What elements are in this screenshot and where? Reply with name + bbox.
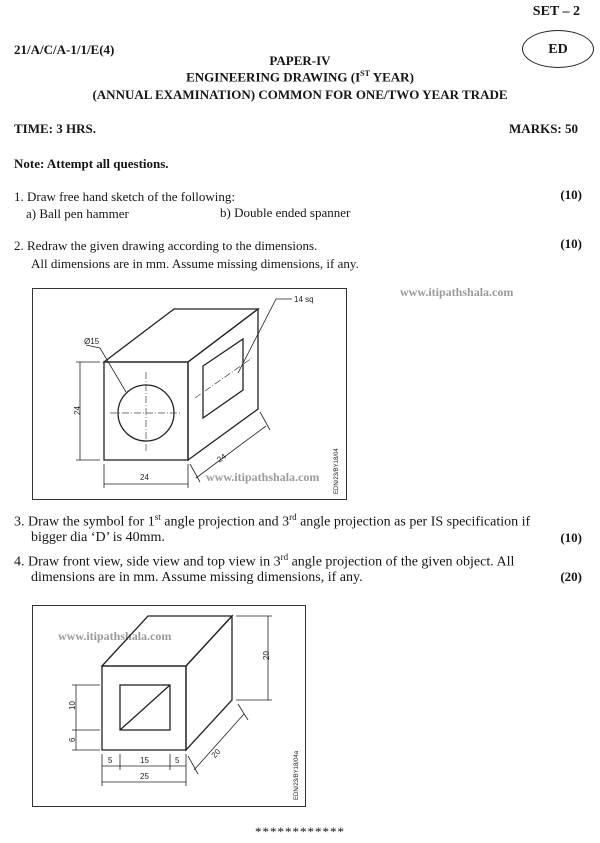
time-allowed: TIME: 3 HRS. [14,121,96,136]
end-stars: ************ [255,824,345,839]
paper-number: PAPER-IV [269,53,331,68]
q1-number: 1. [14,189,24,204]
q4-text-1: Draw front view, side view and top view in 3 [28,554,281,570]
q4-marks: (20) [560,569,582,584]
fig2-top-face [102,616,232,666]
subject-badge-text: ED [548,42,568,57]
paper-code: 21/A/C/A-1/1/E(4) [14,42,115,57]
fig2-right-face [186,616,232,750]
q1-text: Draw free hand sketch of the following: [27,189,235,204]
q1-option-b: b) Double ended spanner [220,205,351,220]
q4-line2: dimensions are in mm. Assume missing dimensions, if any. [31,570,363,585]
fig2-dim-5b: 5 [175,756,180,765]
q3-marks: (10) [560,530,582,545]
exam-title-sup: ST [360,69,370,78]
q3-number: 3. [14,514,25,530]
fig1-dim-depth: 24 [215,451,228,465]
q4-text-2: angle projection of the given object. All [288,554,515,570]
q1-option-a: a) Ball pen hammer [26,206,129,221]
q2-line2: All dimensions are in mm. Assume missing dimensions, if any. [31,256,359,271]
fig1-ref: EDN/23/BY18/04 [334,448,340,494]
set-number: SET – 2 [532,4,580,19]
fig2-dim-6: 6 [68,737,77,742]
q2-text: Redraw the given drawing according to the dimensions. [27,238,318,253]
q4-sup-1: rd [280,552,289,562]
exam-title-main: ENGINEERING DRAWING (I [186,69,361,85]
q3-text-3: angle projection as per IS specification if [296,514,531,530]
q2-marks: (10) [560,236,582,251]
fig1-dim-width: 24 [140,473,149,482]
watermark-1: www.itipathshala.com [400,285,514,299]
fig2-dim-5a: 5 [108,756,113,765]
exam-subtitle: (ANNUAL EXAMINATION) COMMON FOR ONE/TWO YEAR TRADE [92,87,508,102]
fig2-dim-25: 25 [140,772,149,781]
watermark-2: www.itipathshala.com [206,470,320,484]
fig2-dim-10: 10 [68,701,77,710]
fig1-dim-height: 24 [73,406,82,415]
q3-text-1: Draw the symbol for 1 [28,514,155,530]
q3-text-2: angle projection and 3 [160,514,290,530]
fig1-dim-dia: Ø15 [84,337,100,346]
q4-number: 4. [14,554,25,570]
fig2-dim-depth: 20 [209,747,223,760]
q3-line2: bigger dia ‘D’ is 40mm. [31,530,165,545]
q1-marks: (10) [560,187,582,202]
exam-note: Note: Attempt all questions. [14,156,169,171]
fig2-dim-top: 20 [262,651,271,660]
fig2-dim-depth-line [194,714,244,770]
q3-sup-1: st [154,512,161,522]
fig1-dim-sq: 14 sq [294,295,314,304]
q2-number: 2. [14,238,24,253]
q3-sup-2: rd [289,512,297,522]
fig2-dim-15: 15 [140,756,149,765]
fig2-cut-diagonal [120,685,170,730]
fig2-ref: EDN/23/BY18/04a [294,750,300,800]
max-marks: MARKS: 50 [509,121,578,136]
exam-title-end: YEAR) [369,69,414,85]
watermark-3: www.itipathshala.com [58,629,172,643]
